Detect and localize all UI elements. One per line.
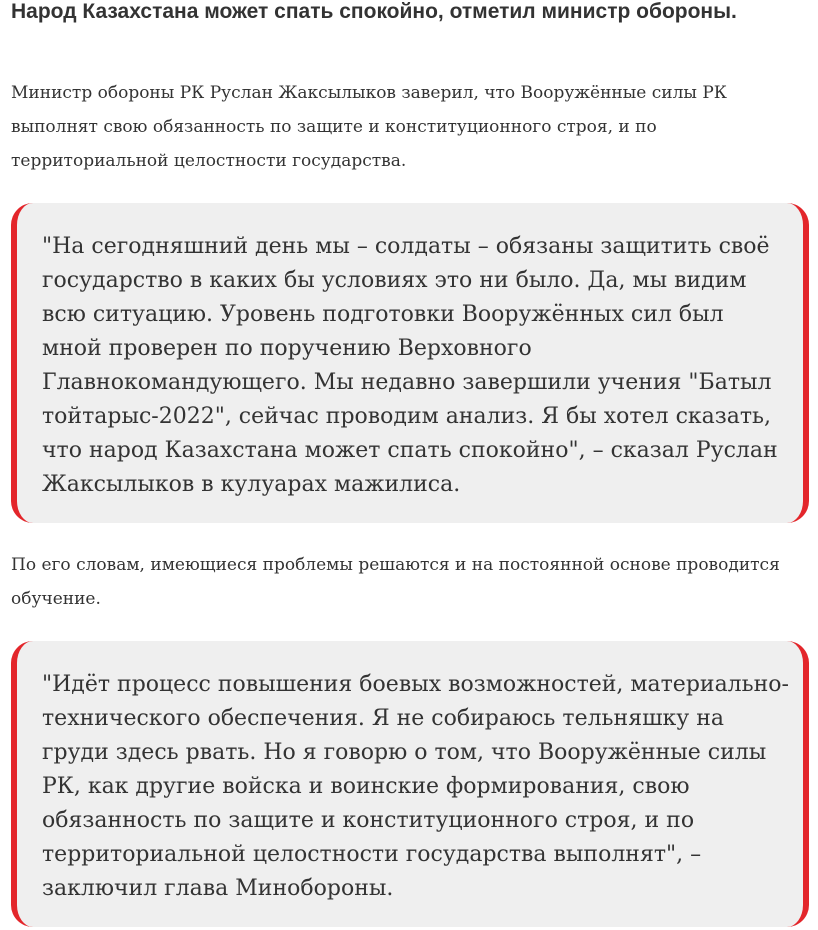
article-headline: Народ Казахстана может спать спокойно, отметил министр обороны. <box>11 0 737 23</box>
quote-block <box>11 203 809 523</box>
article-paragraph: По его словам, имеющиеся проблемы решаются и на постоянной основе проводится обучение. <box>11 555 780 609</box>
quote-block <box>11 641 809 927</box>
quote-text: "Идёт процесс повышения боевых возможностей, материально-технического обеспечения. Я не собираюсь тельняшку на груди здесь рвать. Но я говорю о том, что Вооружённые силы РК, как другие войска и воинские формирования, свою обязанность по защите и конституционного строя, и по территориальной целостности государства выполнят", – заключил глава Минобороны. <box>42 672 789 901</box>
article-paragraph: Министр обороны РК Руслан Жаксылыков заверил, что Вооружённые силы РК выполнят свою обязанность по защите и конституционного строя, и по территориальной целостности государства. <box>11 83 727 171</box>
quote-text: "На сегодняшний день мы – солдаты – обязаны защитить своё государство в каких бы условиях это ни было. Да, мы видим всю ситуацию. Уровень подготовки Вооружённых сил был мной проверен по поручению Верховного Главнокомандующего. Мы недавно завершили учения "Батыл тойтарыс-2022", сейчас проводим анализ. Я бы хотел сказать, что народ Казахстана может спать спокойно", – сказал Руслан Жаксылыков в кулуарах мажилиса. <box>42 234 778 497</box>
